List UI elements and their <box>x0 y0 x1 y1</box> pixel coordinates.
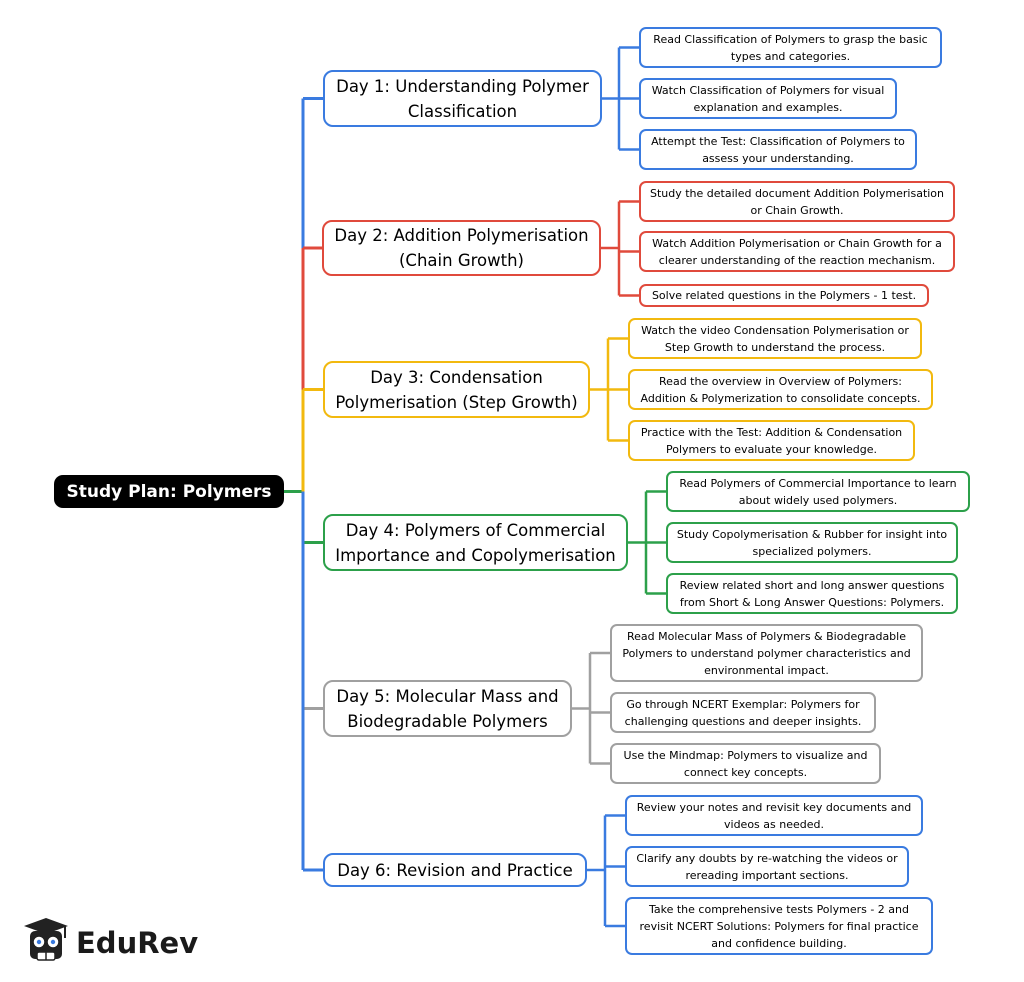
day-5-node <box>323 680 572 737</box>
task-text: Read Polymers of Commercial Importance to learn about widely used polymers. <box>679 476 957 507</box>
day-3-label: Day 3: Condensation Polymerisation (Step Growth) <box>335 367 578 412</box>
day-1-task-3 <box>639 129 917 170</box>
day-6-task-3 <box>625 897 933 955</box>
day-1-node <box>323 70 602 127</box>
day-5-task-2 <box>610 692 876 733</box>
task-text: Use the Mindmap: Polymers to visualize and connect key concepts. <box>623 748 868 779</box>
day-2-task-2 <box>639 231 955 272</box>
task-text: Study the detailed document Addition Polymerisation or Chain Growth. <box>649 186 945 217</box>
root-label: Study Plan: Polymers <box>66 481 272 502</box>
root-node <box>54 475 284 508</box>
day-6-task-1 <box>625 795 923 836</box>
day-3-task-1 <box>628 318 922 359</box>
day-4-label: Day 4: Polymers of Commercial Importance and Copolymerisation <box>335 520 616 565</box>
day-3-task-2 <box>628 369 933 410</box>
task-text: Solve related questions in the Polymers - 1 test. <box>651 289 917 302</box>
day-5-task-1 <box>610 624 923 682</box>
day-4-node <box>323 514 628 571</box>
task-text: Practice with the Test: Addition & Condensation Polymers to evaluate your knowledge. <box>640 425 903 456</box>
task-text: Read Molecular Mass of Polymers & Biodegradable Polymers to understand polymer characteristics and environmental impact. <box>622 629 911 677</box>
day-4-task-3 <box>666 573 958 614</box>
day-6-node <box>323 853 587 887</box>
task-text: Review your notes and revisit key documents and videos as needed. <box>636 800 912 831</box>
task-text: Review related short and long answer questions from Short & Long Answer Questions: Polymers. <box>679 578 945 609</box>
task-text: Take the comprehensive tests Polymers - 2 and revisit NCERT Solutions: Polymers for final practice and confidence building. <box>639 902 919 950</box>
task-text: Go through NCERT Exemplar: Polymers for challenging questions and deeper insights. <box>624 697 862 728</box>
task-text: Read the overview in Overview of Polymers: Addition & Polymerization to consolidate concepts. <box>640 374 921 405</box>
task-text: Read Classification of Polymers to grasp the basic types and categories. <box>653 32 928 63</box>
task-text: Watch Classification of Polymers for visual explanation and examples. <box>651 83 885 114</box>
day-5-task-3 <box>610 743 881 784</box>
task-text: Clarify any doubts by re-watching the videos or rereading important sections. <box>636 851 898 882</box>
day-5-label: Day 5: Molecular Mass and Biodegradable Polymers <box>336 686 559 731</box>
day-2-label: Day 2: Addition Polymerisation (Chain Growth) <box>334 226 589 270</box>
day-2-task-1 <box>639 181 955 222</box>
day-1-task-1 <box>639 27 942 68</box>
task-text: Study Copolymerisation & Rubber for insight into specialized polymers. <box>676 527 948 558</box>
brand-name: EduRev <box>76 926 199 960</box>
day-3-task-3 <box>628 420 915 461</box>
task-text: Watch Addition Polymerisation or Chain Growth for a clearer understanding of the reaction mechanism. <box>652 236 942 267</box>
task-text: Watch the video Condensation Polymerisation or Step Growth to understand the process. <box>641 323 909 354</box>
day-4-task-2 <box>666 522 958 563</box>
day-2-node <box>322 220 601 276</box>
day-2-task-3 <box>639 284 929 307</box>
day-6-label: Day 6: Revision and Practice <box>337 860 573 880</box>
day-3-node <box>323 361 590 418</box>
task-text: Attempt the Test: Classification of Polymers to assess your understanding. <box>651 134 905 165</box>
day-6-task-2 <box>625 846 909 887</box>
day-4-task-1 <box>666 471 970 512</box>
day-1-task-2 <box>639 78 897 119</box>
day-1-label: Day 1: Understanding Polymer Classification <box>336 76 589 121</box>
